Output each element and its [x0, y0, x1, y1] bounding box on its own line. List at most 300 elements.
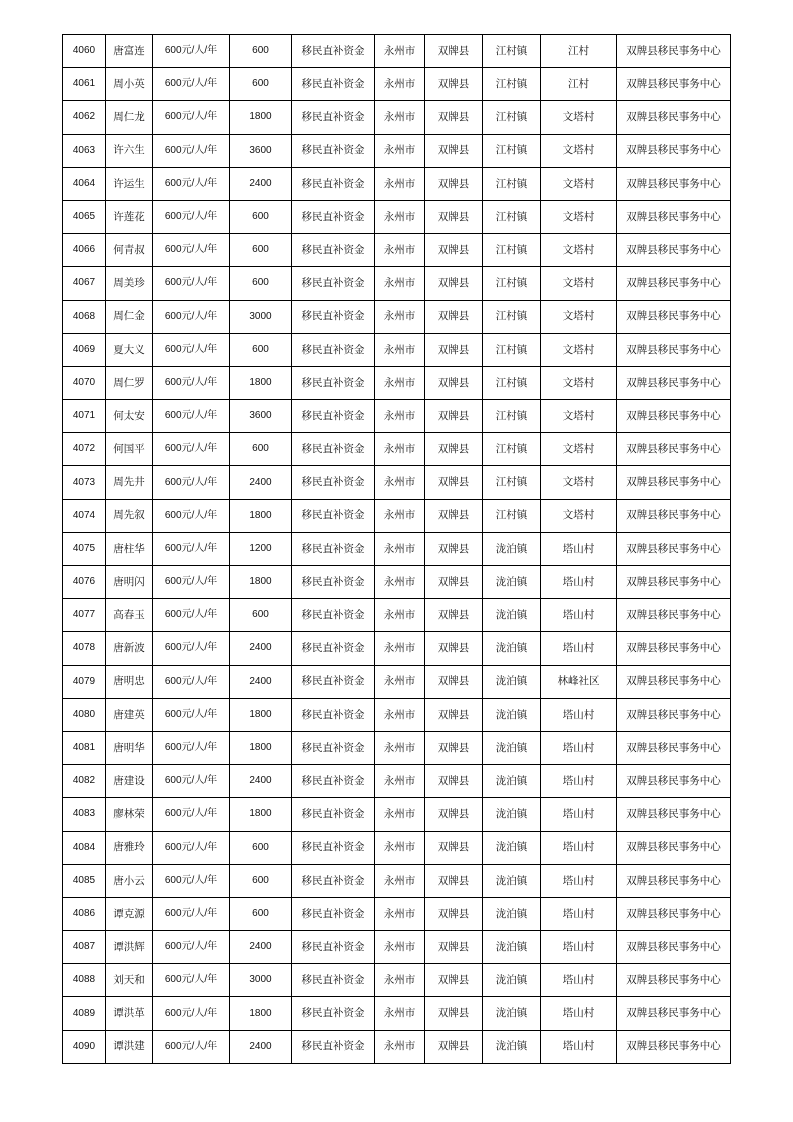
name-cell: 高春玉 [106, 599, 153, 632]
name-cell: 刘天和 [106, 964, 153, 997]
fund-type-cell: 移民直补资金 [292, 599, 375, 632]
standard-cell: 600元/人/年 [153, 466, 230, 499]
county-cell: 双牌县 [425, 101, 483, 134]
table-row [63, 134, 731, 167]
town-cell: 江村镇 [483, 35, 541, 68]
row-number-cell: 4061 [63, 68, 106, 101]
amount-cell: 2400 [230, 466, 292, 499]
county-cell: 双牌县 [425, 433, 483, 466]
town-cell: 江村镇 [483, 101, 541, 134]
county-cell: 双牌县 [425, 234, 483, 267]
fund-type-cell: 移民直补资金 [292, 400, 375, 433]
county-cell: 双牌县 [425, 731, 483, 764]
town-cell: 江村镇 [483, 68, 541, 101]
village-cell: 文塔村 [541, 433, 617, 466]
row-number-cell: 4077 [63, 599, 106, 632]
city-cell: 永州市 [375, 134, 425, 167]
name-cell: 周仁罗 [106, 366, 153, 399]
row-number-cell: 4064 [63, 167, 106, 200]
city-cell: 永州市 [375, 101, 425, 134]
name-cell: 何国平 [106, 433, 153, 466]
agency-cell: 双牌县移民事务中心 [617, 632, 731, 665]
table-row [63, 864, 731, 897]
town-cell: 泷泊镇 [483, 931, 541, 964]
city-cell: 永州市 [375, 765, 425, 798]
city-cell: 永州市 [375, 68, 425, 101]
agency-cell: 双牌县移民事务中心 [617, 831, 731, 864]
standard-cell: 600元/人/年 [153, 101, 230, 134]
fund-type-cell: 移民直补资金 [292, 897, 375, 930]
city-cell: 永州市 [375, 831, 425, 864]
amount-cell: 2400 [230, 167, 292, 200]
name-cell: 唐雅玲 [106, 831, 153, 864]
agency-cell: 双牌县移民事务中心 [617, 466, 731, 499]
agency-cell: 双牌县移民事务中心 [617, 433, 731, 466]
row-number-cell: 4086 [63, 897, 106, 930]
town-cell: 江村镇 [483, 433, 541, 466]
amount-cell: 2400 [230, 1030, 292, 1063]
town-cell: 泷泊镇 [483, 632, 541, 665]
fund-type-cell: 移民直补资金 [292, 466, 375, 499]
town-cell: 江村镇 [483, 300, 541, 333]
agency-cell: 双牌县移民事务中心 [617, 35, 731, 68]
standard-cell: 600元/人/年 [153, 765, 230, 798]
village-cell: 文塔村 [541, 234, 617, 267]
amount-cell: 2400 [230, 632, 292, 665]
village-cell: 塔山村 [541, 566, 617, 599]
village-cell: 文塔村 [541, 134, 617, 167]
amount-cell: 600 [230, 68, 292, 101]
fund-type-cell: 移民直补资金 [292, 35, 375, 68]
fund-type-cell: 移民直补资金 [292, 997, 375, 1030]
town-cell: 泷泊镇 [483, 731, 541, 764]
table-row [63, 68, 731, 101]
city-cell: 永州市 [375, 35, 425, 68]
county-cell: 双牌县 [425, 964, 483, 997]
city-cell: 永州市 [375, 532, 425, 565]
village-cell: 塔山村 [541, 632, 617, 665]
town-cell: 江村镇 [483, 400, 541, 433]
standard-cell: 600元/人/年 [153, 665, 230, 698]
row-number-cell: 4079 [63, 665, 106, 698]
city-cell: 永州市 [375, 333, 425, 366]
name-cell: 谭洪辉 [106, 931, 153, 964]
amount-cell: 600 [230, 433, 292, 466]
village-cell: 塔山村 [541, 831, 617, 864]
city-cell: 永州市 [375, 400, 425, 433]
name-cell: 谭克源 [106, 897, 153, 930]
table-row [63, 798, 731, 831]
city-cell: 永州市 [375, 300, 425, 333]
village-cell: 塔山村 [541, 864, 617, 897]
row-number-cell: 4076 [63, 566, 106, 599]
fund-type-cell: 移民直补资金 [292, 333, 375, 366]
agency-cell: 双牌县移民事务中心 [617, 864, 731, 897]
standard-cell: 600元/人/年 [153, 731, 230, 764]
county-cell: 双牌县 [425, 831, 483, 864]
fund-type-cell: 移民直补资金 [292, 101, 375, 134]
table-row [63, 964, 731, 997]
town-cell: 泷泊镇 [483, 964, 541, 997]
amount-cell: 1800 [230, 499, 292, 532]
row-number-cell: 4063 [63, 134, 106, 167]
agency-cell: 双牌县移民事务中心 [617, 499, 731, 532]
standard-cell: 600元/人/年 [153, 1030, 230, 1063]
name-cell: 谭洪建 [106, 1030, 153, 1063]
amount-cell: 1800 [230, 698, 292, 731]
amount-cell: 600 [230, 35, 292, 68]
city-cell: 永州市 [375, 665, 425, 698]
amount-cell: 3600 [230, 400, 292, 433]
agency-cell: 双牌县移民事务中心 [617, 931, 731, 964]
county-cell: 双牌县 [425, 134, 483, 167]
county-cell: 双牌县 [425, 566, 483, 599]
city-cell: 永州市 [375, 599, 425, 632]
city-cell: 永州市 [375, 864, 425, 897]
table-row [63, 599, 731, 632]
standard-cell: 600元/人/年 [153, 831, 230, 864]
city-cell: 永州市 [375, 234, 425, 267]
table-row [63, 333, 731, 366]
fund-type-cell: 移民直补资金 [292, 433, 375, 466]
fund-type-cell: 移民直补资金 [292, 532, 375, 565]
name-cell: 唐建设 [106, 765, 153, 798]
fund-type-cell: 移民直补资金 [292, 731, 375, 764]
name-cell: 唐小云 [106, 864, 153, 897]
name-cell: 谭洪革 [106, 997, 153, 1030]
agency-cell: 双牌县移民事务中心 [617, 532, 731, 565]
name-cell: 唐明华 [106, 731, 153, 764]
county-cell: 双牌县 [425, 864, 483, 897]
amount-cell: 600 [230, 831, 292, 864]
fund-type-cell: 移民直补资金 [292, 698, 375, 731]
name-cell: 唐新波 [106, 632, 153, 665]
standard-cell: 600元/人/年 [153, 931, 230, 964]
fund-type-cell: 移民直补资金 [292, 632, 375, 665]
county-cell: 双牌县 [425, 997, 483, 1030]
name-cell: 周先井 [106, 466, 153, 499]
agency-cell: 双牌县移民事务中心 [617, 665, 731, 698]
row-number-cell: 4087 [63, 931, 106, 964]
row-number-cell: 4067 [63, 267, 106, 300]
city-cell: 永州市 [375, 167, 425, 200]
county-cell: 双牌县 [425, 665, 483, 698]
city-cell: 永州市 [375, 200, 425, 233]
row-number-cell: 4083 [63, 798, 106, 831]
town-cell: 泷泊镇 [483, 997, 541, 1030]
standard-cell: 600元/人/年 [153, 566, 230, 599]
county-cell: 双牌县 [425, 167, 483, 200]
village-cell: 塔山村 [541, 897, 617, 930]
county-cell: 双牌县 [425, 532, 483, 565]
fund-type-cell: 移民直补资金 [292, 864, 375, 897]
county-cell: 双牌县 [425, 1030, 483, 1063]
city-cell: 永州市 [375, 698, 425, 731]
amount-cell: 2400 [230, 665, 292, 698]
town-cell: 泷泊镇 [483, 864, 541, 897]
town-cell: 泷泊镇 [483, 798, 541, 831]
city-cell: 永州市 [375, 997, 425, 1030]
fund-type-cell: 移民直补资金 [292, 366, 375, 399]
village-cell: 塔山村 [541, 1030, 617, 1063]
town-cell: 泷泊镇 [483, 532, 541, 565]
village-cell: 塔山村 [541, 931, 617, 964]
village-cell: 塔山村 [541, 997, 617, 1030]
table-row [63, 1030, 731, 1063]
row-number-cell: 4066 [63, 234, 106, 267]
county-cell: 双牌县 [425, 765, 483, 798]
row-number-cell: 4085 [63, 864, 106, 897]
table-row [63, 366, 731, 399]
village-cell: 林峰社区 [541, 665, 617, 698]
town-cell: 泷泊镇 [483, 665, 541, 698]
subsidy-table [62, 34, 731, 1064]
village-cell: 文塔村 [541, 400, 617, 433]
fund-type-cell: 移民直补资金 [292, 134, 375, 167]
row-number-cell: 4073 [63, 466, 106, 499]
table-body [63, 35, 731, 1064]
standard-cell: 600元/人/年 [153, 798, 230, 831]
amount-cell: 1800 [230, 366, 292, 399]
amount-cell: 2400 [230, 931, 292, 964]
fund-type-cell: 移民直补资金 [292, 831, 375, 864]
row-number-cell: 4074 [63, 499, 106, 532]
table-row [63, 731, 731, 764]
agency-cell: 双牌县移民事务中心 [617, 964, 731, 997]
table-row [63, 499, 731, 532]
table-row [63, 466, 731, 499]
village-cell: 文塔村 [541, 167, 617, 200]
city-cell: 永州市 [375, 798, 425, 831]
row-number-cell: 4082 [63, 765, 106, 798]
agency-cell: 双牌县移民事务中心 [617, 698, 731, 731]
agency-cell: 双牌县移民事务中心 [617, 366, 731, 399]
row-number-cell: 4068 [63, 300, 106, 333]
agency-cell: 双牌县移民事务中心 [617, 400, 731, 433]
row-number-cell: 4070 [63, 366, 106, 399]
county-cell: 双牌县 [425, 798, 483, 831]
table-row [63, 831, 731, 864]
county-cell: 双牌县 [425, 499, 483, 532]
table-row [63, 300, 731, 333]
village-cell: 江村 [541, 68, 617, 101]
agency-cell: 双牌县移民事务中心 [617, 101, 731, 134]
county-cell: 双牌县 [425, 200, 483, 233]
table-row [63, 698, 731, 731]
agency-cell: 双牌县移民事务中心 [617, 731, 731, 764]
county-cell: 双牌县 [425, 897, 483, 930]
village-cell: 塔山村 [541, 964, 617, 997]
village-cell: 塔山村 [541, 798, 617, 831]
amount-cell: 1800 [230, 997, 292, 1030]
village-cell: 文塔村 [541, 466, 617, 499]
table-row [63, 897, 731, 930]
standard-cell: 600元/人/年 [153, 267, 230, 300]
town-cell: 泷泊镇 [483, 831, 541, 864]
agency-cell: 双牌县移民事务中心 [617, 997, 731, 1030]
standard-cell: 600元/人/年 [153, 532, 230, 565]
name-cell: 周小英 [106, 68, 153, 101]
amount-cell: 1800 [230, 101, 292, 134]
amount-cell: 3600 [230, 134, 292, 167]
village-cell: 塔山村 [541, 532, 617, 565]
fund-type-cell: 移民直补资金 [292, 665, 375, 698]
agency-cell: 双牌县移民事务中心 [617, 134, 731, 167]
name-cell: 许六生 [106, 134, 153, 167]
row-number-cell: 4080 [63, 698, 106, 731]
row-number-cell: 4081 [63, 731, 106, 764]
standard-cell: 600元/人/年 [153, 632, 230, 665]
agency-cell: 双牌县移民事务中心 [617, 200, 731, 233]
county-cell: 双牌县 [425, 300, 483, 333]
town-cell: 江村镇 [483, 234, 541, 267]
city-cell: 永州市 [375, 267, 425, 300]
agency-cell: 双牌县移民事务中心 [617, 765, 731, 798]
county-cell: 双牌县 [425, 366, 483, 399]
town-cell: 江村镇 [483, 466, 541, 499]
fund-type-cell: 移民直补资金 [292, 200, 375, 233]
town-cell: 泷泊镇 [483, 566, 541, 599]
amount-cell: 600 [230, 267, 292, 300]
county-cell: 双牌县 [425, 400, 483, 433]
table-row [63, 433, 731, 466]
county-cell: 双牌县 [425, 35, 483, 68]
standard-cell: 600元/人/年 [153, 698, 230, 731]
city-cell: 永州市 [375, 499, 425, 532]
table-row [63, 101, 731, 134]
amount-cell: 600 [230, 333, 292, 366]
standard-cell: 600元/人/年 [153, 300, 230, 333]
standard-cell: 600元/人/年 [153, 200, 230, 233]
village-cell: 文塔村 [541, 200, 617, 233]
standard-cell: 600元/人/年 [153, 897, 230, 930]
city-cell: 永州市 [375, 566, 425, 599]
row-number-cell: 4084 [63, 831, 106, 864]
fund-type-cell: 移民直补资金 [292, 300, 375, 333]
town-cell: 江村镇 [483, 333, 541, 366]
table-row [63, 35, 731, 68]
amount-cell: 1800 [230, 731, 292, 764]
fund-type-cell: 移民直补资金 [292, 765, 375, 798]
amount-cell: 1800 [230, 566, 292, 599]
table-row [63, 167, 731, 200]
county-cell: 双牌县 [425, 698, 483, 731]
village-cell: 塔山村 [541, 698, 617, 731]
name-cell: 夏大义 [106, 333, 153, 366]
agency-cell: 双牌县移民事务中心 [617, 333, 731, 366]
agency-cell: 双牌县移民事务中心 [617, 234, 731, 267]
table-row [63, 400, 731, 433]
town-cell: 泷泊镇 [483, 1030, 541, 1063]
amount-cell: 600 [230, 234, 292, 267]
town-cell: 泷泊镇 [483, 698, 541, 731]
amount-cell: 600 [230, 864, 292, 897]
row-number-cell: 4089 [63, 997, 106, 1030]
name-cell: 何青叔 [106, 234, 153, 267]
standard-cell: 600元/人/年 [153, 35, 230, 68]
village-cell: 文塔村 [541, 101, 617, 134]
amount-cell: 1200 [230, 532, 292, 565]
standard-cell: 600元/人/年 [153, 167, 230, 200]
town-cell: 江村镇 [483, 134, 541, 167]
name-cell: 何太安 [106, 400, 153, 433]
table-row [63, 566, 731, 599]
agency-cell: 双牌县移民事务中心 [617, 566, 731, 599]
amount-cell: 600 [230, 599, 292, 632]
agency-cell: 双牌县移民事务中心 [617, 897, 731, 930]
amount-cell: 1800 [230, 798, 292, 831]
table-row [63, 665, 731, 698]
agency-cell: 双牌县移民事务中心 [617, 1030, 731, 1063]
table-row [63, 931, 731, 964]
standard-cell: 600元/人/年 [153, 68, 230, 101]
county-cell: 双牌县 [425, 466, 483, 499]
town-cell: 泷泊镇 [483, 897, 541, 930]
standard-cell: 600元/人/年 [153, 366, 230, 399]
fund-type-cell: 移民直补资金 [292, 1030, 375, 1063]
town-cell: 江村镇 [483, 200, 541, 233]
village-cell: 塔山村 [541, 731, 617, 764]
village-cell: 塔山村 [541, 599, 617, 632]
standard-cell: 600元/人/年 [153, 134, 230, 167]
table-row [63, 200, 731, 233]
agency-cell: 双牌县移民事务中心 [617, 798, 731, 831]
town-cell: 泷泊镇 [483, 765, 541, 798]
name-cell: 周先叙 [106, 499, 153, 532]
name-cell: 唐建英 [106, 698, 153, 731]
standard-cell: 600元/人/年 [153, 333, 230, 366]
village-cell: 文塔村 [541, 499, 617, 532]
table-row [63, 632, 731, 665]
name-cell: 周仁龙 [106, 101, 153, 134]
row-number-cell: 4075 [63, 532, 106, 565]
fund-type-cell: 移民直补资金 [292, 964, 375, 997]
city-cell: 永州市 [375, 632, 425, 665]
village-cell: 文塔村 [541, 300, 617, 333]
county-cell: 双牌县 [425, 333, 483, 366]
city-cell: 永州市 [375, 466, 425, 499]
fund-type-cell: 移民直补资金 [292, 566, 375, 599]
standard-cell: 600元/人/年 [153, 997, 230, 1030]
county-cell: 双牌县 [425, 599, 483, 632]
fund-type-cell: 移民直补资金 [292, 167, 375, 200]
row-number-cell: 4069 [63, 333, 106, 366]
town-cell: 江村镇 [483, 167, 541, 200]
row-number-cell: 4088 [63, 964, 106, 997]
standard-cell: 600元/人/年 [153, 234, 230, 267]
amount-cell: 2400 [230, 765, 292, 798]
city-cell: 永州市 [375, 731, 425, 764]
name-cell: 周仁金 [106, 300, 153, 333]
name-cell: 唐明忠 [106, 665, 153, 698]
agency-cell: 双牌县移民事务中心 [617, 167, 731, 200]
fund-type-cell: 移民直补资金 [292, 68, 375, 101]
city-cell: 永州市 [375, 897, 425, 930]
standard-cell: 600元/人/年 [153, 599, 230, 632]
village-cell: 塔山村 [541, 765, 617, 798]
table-row [63, 997, 731, 1030]
county-cell: 双牌县 [425, 931, 483, 964]
standard-cell: 600元/人/年 [153, 400, 230, 433]
city-cell: 永州市 [375, 931, 425, 964]
row-number-cell: 4071 [63, 400, 106, 433]
amount-cell: 3000 [230, 300, 292, 333]
county-cell: 双牌县 [425, 632, 483, 665]
county-cell: 双牌县 [425, 68, 483, 101]
name-cell: 唐柱华 [106, 532, 153, 565]
amount-cell: 600 [230, 897, 292, 930]
city-cell: 永州市 [375, 1030, 425, 1063]
